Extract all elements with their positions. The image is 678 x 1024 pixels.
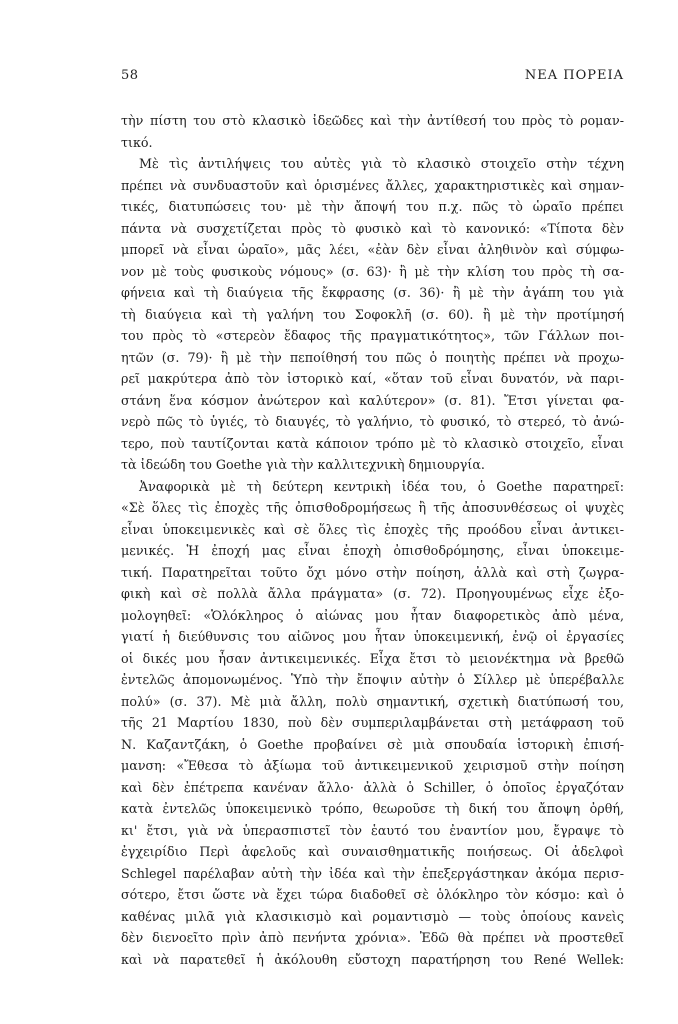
text-line: μολογηθεῖ: «Ὁλόκληρος ὁ αἰώνας μου ἦταν διαφορετικὸς ἀπὸ μένα, (121, 607, 624, 623)
text-line: πάντα νὰ συσχετίζεται πρὸς τὸ φυσικὸ καὶ τὸ κανονικό: «Τίποτα δὲν (121, 220, 624, 236)
text-line: κατὰ ἐντελῶς ὑποκειμενικὸ τρόπο, θεωροῦσε τὴ δική του ἄποψη ὀρθή, (121, 801, 624, 816)
text-line: πρέπει νὰ συνδυαστοῦν καὶ ὁρισμένες ἄλλες, χαρακτηριστικὲς καὶ σημαν- (121, 177, 624, 193)
page-header (121, 68, 624, 88)
text-line: τικές, διατυπώσεις του· μὲ τὴν ἄποψή του π.χ. πῶς τὸ ὡραῖο πρέπει (121, 199, 624, 214)
text-line: τὰ ἰδεώδη του Goethe γιὰ τὴν καλλιτεχνικὴ δημιουργία. (121, 457, 485, 472)
text-line: πολύ» (σ. 37). Μὲ μιὰ ἄλλη, πολὺ σημαντική, σχετικὴ διατύπωσή του, (121, 693, 624, 709)
text-line: Schlegel παρέλαβαν αὐτὴ τὴν ἰδέα καὶ τὴν ἐπεξεργάστηκαν ἀκόμα περισ- (121, 865, 624, 881)
text-line: καὶ νὰ παρατεθεῖ ἡ ἀκόλουθη εὔστοχη παρατήρηση του René Wellek: (121, 951, 624, 967)
text-line: μενικές. Ἡ ἐποχή μας εἶναι ἐποχὴ ὀπισθοδρόμησης, εἶναι ὑποκειμε- (121, 543, 624, 558)
text-line: νερὸ πῶς τὸ ὑγιές, τὸ διαυγές, τὸ γαλήνιο, τὸ φυσικό, τὸ στερεό, τὸ ἀνώ- (121, 414, 624, 429)
text-line: δὲν διενοεῖτο πρὶν ἀπὸ πενήντα χρόνια». Ἐδῶ θὰ πρέπει νὰ προστεθεῖ (121, 930, 624, 945)
text-line: «Σὲ ὅλες τὶς ἐποχὲς τῆς ὀπισθοδρομήσεως ἢ τῆς ἀποσυνθέσεως οἱ ψυχὲς (121, 500, 624, 515)
text-line: μπορεῖ νὰ εἶναι ὡραῖο», μᾶς λέει, «ἐὰν δὲν εἶναι ἀληθινὸν καὶ σύμφω- (121, 242, 624, 257)
text-line: καὶ δὲν ἐπέτρεπα κανέναν ἄλλο· ἀλλὰ ὁ Schiller, ὁ ὁποῖος ἐργαζόταν (121, 779, 624, 795)
text-line: τικό. (121, 134, 153, 150)
page-number: 58 (121, 68, 139, 83)
text-line: ἐγχειρίδιο Περὶ ἀφελοῦς καὶ συναισθηματικῆς ποιήσεως. Οἱ ἀδελφοὶ (121, 844, 624, 859)
body-text (121, 110, 624, 992)
running-title: ΝΕΑ ΠΟΡΕΙΑ (524, 68, 624, 83)
text-line: γιατί ἡ διεύθυνσις του αἰῶνος μου ἦταν ὑποκειμενική, ἐνῷ οἱ ἐργασίες (121, 629, 624, 644)
text-line: καθένας μιλᾶ γιὰ κλασικισμὸ καὶ ρομαντισμὸ — τοὺς ὁποίους κανεὶς (121, 908, 624, 924)
text-line: κι' ἔτσι, γιὰ νὰ ὑπερασπιστεῖ τὸν ἑαυτό του ἐναντίον μου, ἔγραψε τὸ (121, 822, 624, 838)
text-line: φικὴ καὶ σὲ πολλὰ ἄλλα πράγματα» (σ. 72). Προηγουμένως εἶχε ἐξο- (121, 586, 624, 601)
text-line: φήνεια καὶ τὴ διαύγεια τῆς ἔκφρασης (σ. 36)· ἢ μὲ τὴν ἀγάπη του γιὰ (121, 285, 624, 300)
text-line: ητῶν (σ. 79)· ἢ μὲ τὴν πεποίθησή του πῶς ὁ ποιητὴς πρέπει νὰ προχω- (121, 349, 624, 365)
text-line: τερο, ποὺ ταυτίζονται κατὰ κάποιον τρόπο μὲ τὸ κλασικὸ στοιχεῖο, εἶναι (121, 435, 624, 451)
paragraph-start-line: Μὲ τὶς ἀντιλήψεις του αὐτὲς γιὰ τὸ κλασικὸ στοιχεῖο στὴν τέχνη (139, 156, 624, 171)
text-line (121, 970, 624, 992)
text-line: του πρὸς τὸ «στερεὸν ἔδαφος τῆς πραγματικότητος», τῶν Γάλλων ποι- (121, 328, 624, 343)
text-line: στάνη ἕνα κόσμον ἀνώτερον καὶ καλύτερον» (σ. 81). Ἔτσι γίνεται φα- (121, 392, 624, 408)
text-line: οἱ δικές μου ἦσαν ἀντικειμενικές. Εἶχα ἔτσι τὸ μειονέκτημα νὰ βρεθῶ (121, 650, 624, 666)
text-line: τὴν πίστη του στὸ κλασικὸ ἰδεῶδες καὶ τὴν ἀντίθεσή του πρὸς τὸ ρομαν- (121, 113, 624, 128)
paragraph-start-line: Ἀναφορικὰ μὲ τὴ δεύτερη κεντρικὴ ἰδέα του, ὁ Goethe παρατηρεῖ: (139, 478, 624, 494)
text-line: εἶναι ὑποκειμενικὲς καὶ σὲ ὅλες τὶς ἐποχὲς τῆς προόδου εἶναι ἀντικει- (121, 521, 624, 537)
text-line: ρεῖ μακρύτερα ἀπὸ τὸν ἱστορικὸ καί, «ὅταν τοῦ εἶναι δυνατόν, νὰ παρι- (121, 371, 624, 386)
text-line: ἐντελῶς ἀπομονωμένος. Ὑπὸ τὴν ἔποψιν αὐτὴν ὁ Σίλλερ μὲ ὑπερέβαλλε (121, 672, 624, 687)
text-line: νον μὲ τοὺς φυσικοὺς νόμους» (σ. 63)· ἢ μὲ τὴν κλίση του πρὸς τὴ σα- (121, 263, 624, 279)
text-line: μανση: «Ἔθεσα τὸ ἀξίωμα τοῦ ἀντικειμενικοῦ χειρισμοῦ στὴν ποίηση (121, 758, 624, 773)
text-line: Ν. Καζαντζάκη, ὁ Goethe προβαίνει σὲ μιὰ σπουδαία ἱστορικὴ ἐπισή- (121, 736, 624, 752)
text-line: σότερο, ἔτσι ὥστε νὰ ἔχει τώρα διαδοθεῖ σὲ ὁλόκληρο τὸν κόσμο: καὶ ὁ (121, 887, 624, 902)
text-line: τική. Παρατηρεῖται τοῦτο ὄχι μόνο στὴν ποίηση, ἀλλὰ καὶ στὴ ζωγρα- (121, 564, 624, 580)
text-line: τὴ διαύγεια καὶ τὴ γαλήνη του Σοφοκλῆ (σ. 60). ἢ μὲ τὴν προτίμησή (121, 306, 624, 322)
text-line: τῆς 21 Μαρτίου 1830, ποὺ δὲν συμπεριλαμβάνεται στὴ μετάφραση τοῦ (121, 715, 624, 730)
